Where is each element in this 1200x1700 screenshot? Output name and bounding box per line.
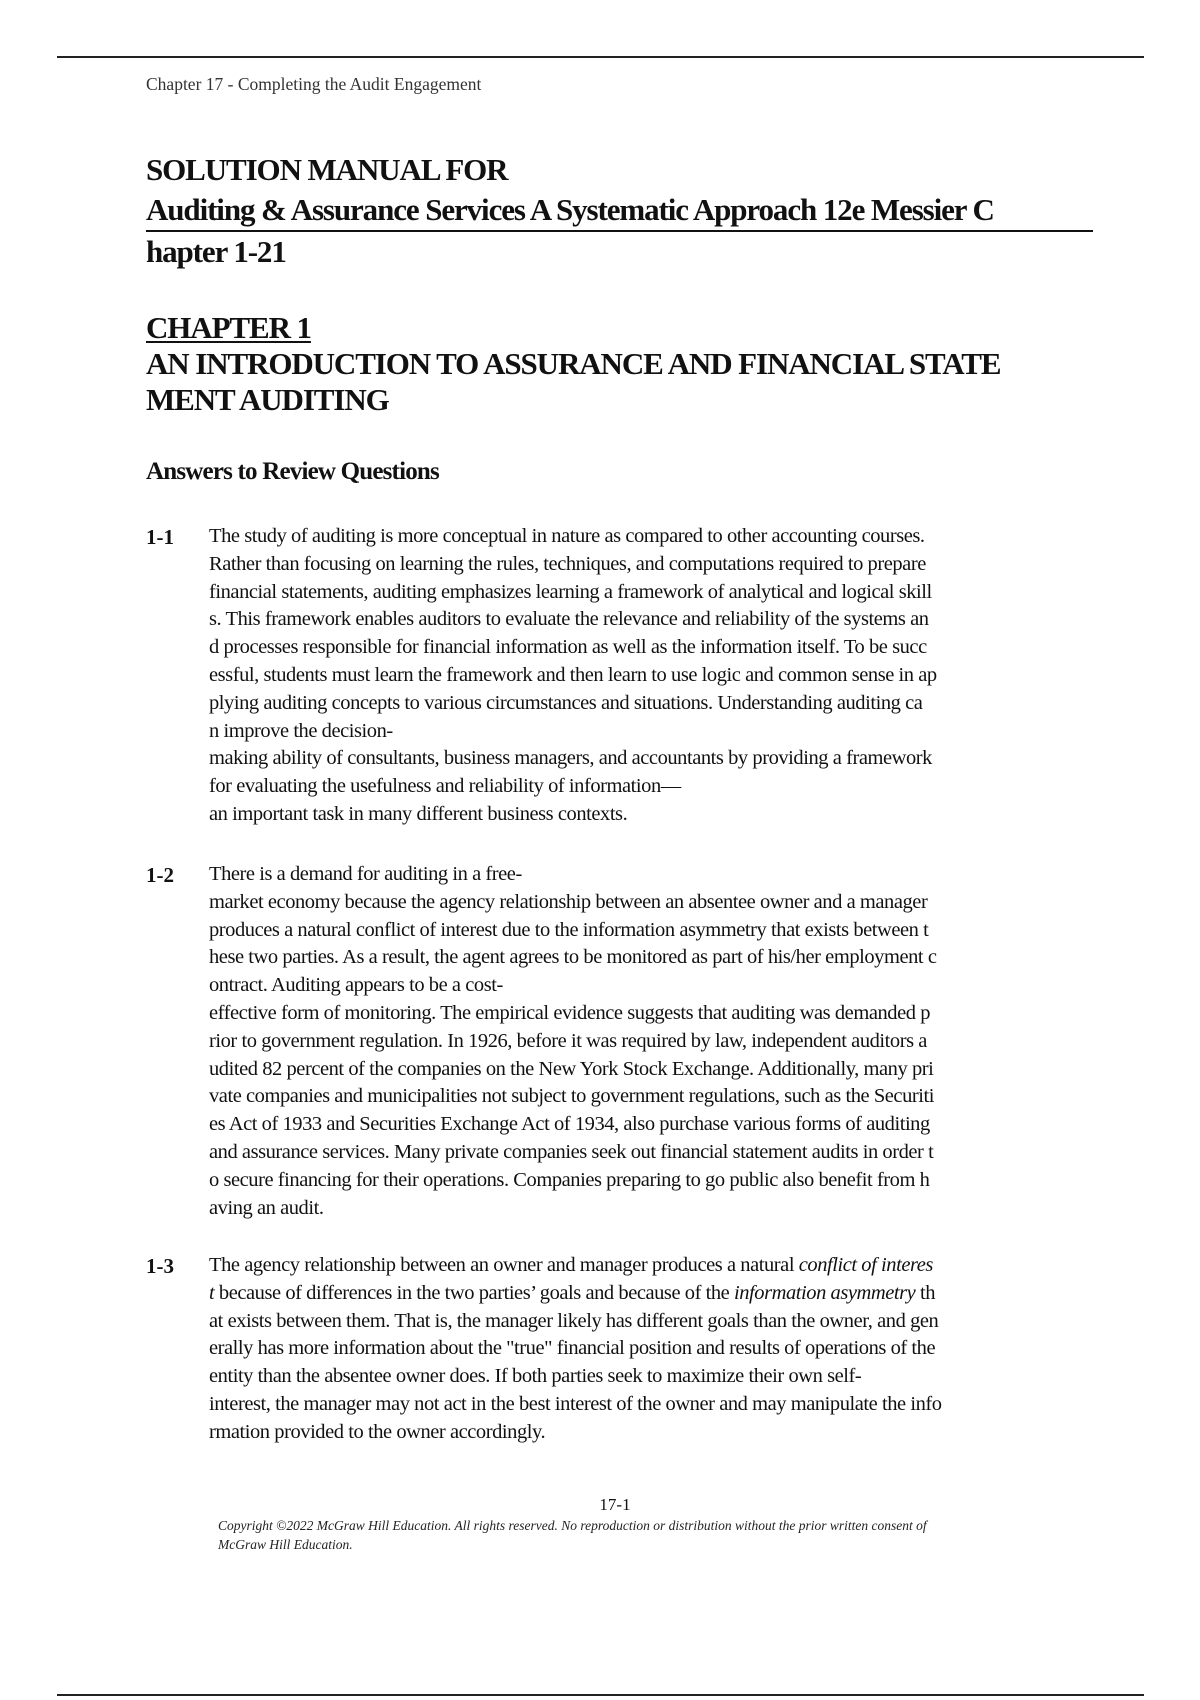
- bottom-rule: [57, 1694, 1144, 1696]
- answer-line: effective form of monitoring. The empirical evidence suggests that auditing was demanded p: [209, 1001, 931, 1024]
- page-number: 17-1: [599, 1495, 631, 1514]
- copyright-line-2: McGraw Hill Education.: [218, 1537, 353, 1552]
- chapter-name-line-2: MENT AUDITING: [146, 382, 389, 417]
- answer-line: aving an audit.: [209, 1196, 324, 1219]
- answer-number: 1-3: [146, 1254, 174, 1278]
- answer-line: plying auditing concepts to various circumstances and situations. Understanding auditing ca: [209, 691, 923, 714]
- answer-line: udited 82 percent of the companies on the New York Stock Exchange. Additionally, many pri: [209, 1057, 934, 1080]
- answer-line: rior to government regulation. In 1926, before it was required by law, independent auditors a: [209, 1029, 927, 1052]
- answer-line: hese two parties. As a result, the agent agrees to be monitored as part of his/her employment c: [209, 946, 937, 969]
- answer-line: n improve the decision-: [209, 719, 393, 742]
- answer-text: [209, 523, 1121, 829]
- section-heading: Answers to Review Questions: [146, 458, 439, 485]
- title-line-3: hapter 1-21: [146, 234, 286, 269]
- chapter-label: CHAPTER 1: [146, 310, 311, 345]
- answer-line: essful, students must learn the framework and then learn to use logic and common sense in ap: [209, 663, 937, 686]
- answer-text: [209, 1252, 1121, 1447]
- answer-line: an important task in many different business contexts.: [209, 802, 628, 825]
- running-header: Chapter 17 - Completing the Audit Engagement: [146, 74, 482, 94]
- answer-text-run: because of differences in the two parties’ goals and because of the: [214, 1281, 735, 1304]
- answer-line: [209, 1252, 1121, 1280]
- chapter-name-line-1: AN INTRODUCTION TO ASSURANCE AND FINANCIAL STATE: [146, 346, 1001, 381]
- answer-line: The study of auditing is more conceptual in nature as compared to other accounting courses.: [209, 525, 925, 547]
- chapter-heading: [146, 310, 1096, 418]
- answer-line: at exists between them. That is, the manager likely has different goals than the owner, and gen: [209, 1309, 939, 1332]
- answer-line: ontract. Auditing appears to be a cost-: [209, 974, 503, 997]
- answer-line: es Act of 1933 and Securities Exchange Act of 1934, also purchase various forms of auditing: [209, 1113, 930, 1136]
- answer-line: s. This framework enables auditors to evaluate the relevance and reliability of the systems an: [209, 608, 929, 631]
- emphasis-term: t: [209, 1281, 215, 1304]
- top-rule: [57, 56, 1144, 58]
- title-line-1: SOLUTION MANUAL FOR: [146, 152, 508, 187]
- answer-line: vate companies and municipalities not subject to government regulations, such as the Securiti: [209, 1085, 934, 1108]
- answer-line: entity than the absentee owner does. If both parties seek to maximize their own self-: [209, 1365, 862, 1388]
- answer-line: produces a natural conflict of interest due to the information asymmetry that exists between t: [209, 918, 929, 941]
- answer-line: for evaluating the usefulness and reliability of information—: [209, 775, 681, 798]
- answer-number: 1-1: [146, 525, 174, 549]
- copyright-line-1: Copyright ©2022 McGraw Hill Education. All rights reserved. No reproduction or distribution without the prior written consent of: [218, 1518, 927, 1533]
- answer-number: 1-2: [146, 863, 174, 887]
- emphasis-term: conflict of interes: [798, 1254, 933, 1276]
- answer-line: There is a demand for auditing in a free-: [209, 863, 522, 885]
- answer-line: o secure financing for their operations. Companies preparing to go public also benefit from h: [209, 1168, 930, 1191]
- answer-text-run: The agency relationship between an owner and manager produces a natural: [209, 1254, 799, 1276]
- answer-text: [209, 861, 1121, 1222]
- document-title: [146, 150, 1096, 272]
- answer-line: [209, 1280, 1121, 1308]
- answer-line: market economy because the agency relationship between an absentee owner and a manager: [209, 890, 928, 913]
- answer-line: interest, the manager may not act in the best interest of the owner and may manipulate the info: [209, 1392, 942, 1415]
- emphasis-term: information asymmetry: [734, 1281, 916, 1304]
- answer-line: erally has more information about the "true" financial position and results of operations of the: [209, 1337, 936, 1360]
- answer-line: financial statements, auditing emphasizes learning a framework of analytical and logical skill: [209, 580, 932, 603]
- answer-line: d processes responsible for financial information as well as the information itself. To be succ: [209, 636, 927, 659]
- answer-text-run: th: [915, 1281, 936, 1304]
- answer-line: making ability of consultants, business managers, and accountants by providing a framework: [209, 747, 932, 770]
- answer-line: rmation provided to the owner accordingly.: [209, 1420, 546, 1443]
- answer-line: Rather than focusing on learning the rules, techniques, and computations required to prepare: [209, 552, 926, 575]
- copyright-notice: [218, 1516, 1078, 1554]
- title-line-2: Auditing & Assurance Services A Systematic Approach 12e Messier C: [146, 190, 1093, 232]
- answer-line: and assurance services. Many private companies seek out financial statement audits in order t: [209, 1140, 934, 1163]
